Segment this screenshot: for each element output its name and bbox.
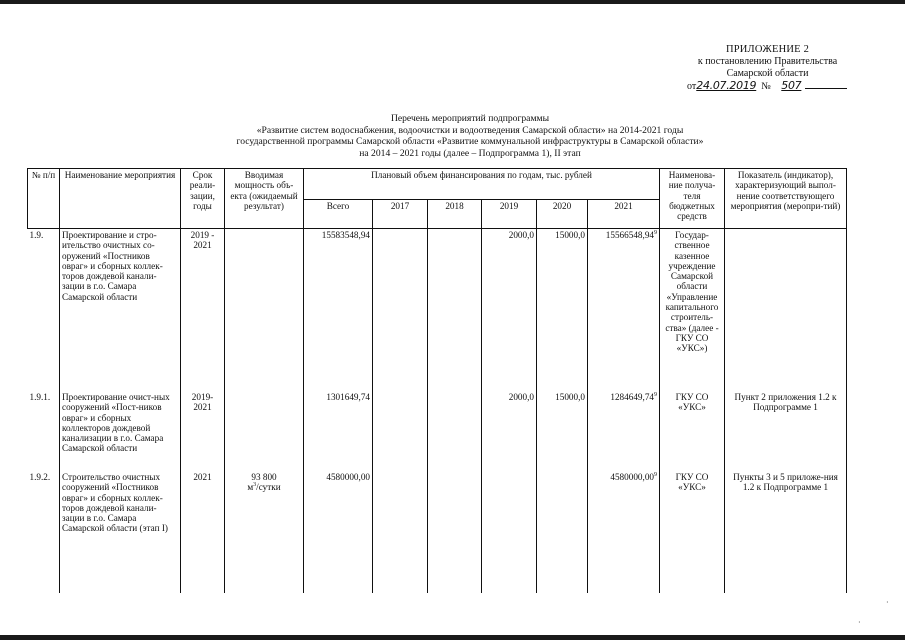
scan-speck: · <box>858 618 861 627</box>
row-recipient: Государ-ственное казенное учреждение Самарской области «Управление капитального строитель-ства» (далее - ГКУ СО «УКС») <box>660 229 725 392</box>
title-line-4: на 2014 – 2021 годы (далее – Подпрограмма 1), II этап <box>359 147 581 159</box>
order-date: 24.07.2019 <box>696 79 757 92</box>
row-2021-footnote: 9 <box>654 229 657 236</box>
row-2021-value: 4580000,00 <box>610 472 654 482</box>
row-2018 <box>428 229 482 392</box>
header-2017: 2017 <box>373 200 428 229</box>
row-capacity <box>225 471 304 593</box>
header-term: Срок реали-зации, годы <box>181 169 225 229</box>
row-2017 <box>373 229 428 392</box>
capacity-unit <box>227 482 301 492</box>
capacity-value: 93 800 <box>251 472 277 482</box>
number-underline <box>805 88 847 89</box>
row-2017 <box>373 391 428 471</box>
row-num: 1.9.1. <box>28 391 60 471</box>
measures-table <box>27 168 847 593</box>
row-2020: 15000,0 <box>537 391 588 471</box>
header-2018: 2018 <box>428 200 482 229</box>
header-indicator: Показатель (индикатор), характеризующий выпол-нение соответствующего мероприятия (меропри-тий) <box>725 169 847 229</box>
row-2021 <box>588 229 660 392</box>
table-row <box>28 471 847 593</box>
number-label: № <box>761 81 771 92</box>
header-row-1 <box>28 169 847 200</box>
header-2021: 2021 <box>588 200 660 229</box>
header-name: Наименование мероприятия <box>60 169 181 229</box>
row-2021-footnote: 9 <box>654 391 657 398</box>
scan-top-border <box>0 0 905 4</box>
header-num: № п/п <box>28 169 60 229</box>
header-financing: Плановый объем финансирования по годам, тыс. рублей <box>304 169 660 200</box>
scan-speck: · <box>886 598 889 607</box>
document-title <box>120 113 820 159</box>
capacity-unit-sup: 3 <box>253 482 257 489</box>
row-2021-value: 1284649,74 <box>610 392 654 402</box>
row-term: 2019-2021 <box>181 391 225 471</box>
appendix-line-2: Самарской области <box>726 68 809 79</box>
row-term: 2019 - 2021 <box>181 229 225 392</box>
row-term: 2021 <box>181 471 225 593</box>
capacity-unit-a: м <box>247 482 254 493</box>
header-2019: 2019 <box>482 200 537 229</box>
header-2020: 2020 <box>537 200 588 229</box>
capacity-unit-b: /сутки <box>256 482 281 493</box>
appendix-line-1: к постановлению Правительства <box>697 56 838 67</box>
row-name: Строительство очистных сооружений «Постников овраг» и сборных коллек-торов дождевой канали-зации в г.о. Самара Самарской области (этап I) <box>60 471 181 593</box>
order-number: 507 <box>781 79 802 92</box>
row-2021 <box>588 471 660 593</box>
row-2019: 2000,0 <box>482 229 537 392</box>
row-2019 <box>482 471 537 593</box>
row-2021-footnote: 9 <box>654 471 657 478</box>
row-total: 4580000,00 <box>304 471 373 593</box>
row-2020: 15000,0 <box>537 229 588 392</box>
row-2017 <box>373 471 428 593</box>
appendix-block <box>665 44 870 93</box>
row-total: 1301649,74 <box>304 391 373 471</box>
title-line-2: «Развитие систем водоснабжения, водоочистки и водоотведения Самарской области» на 2014-2021 годы <box>256 124 684 136</box>
row-2019: 2000,0 <box>482 391 537 471</box>
row-recipient: ГКУ СО «УКС» <box>660 391 725 471</box>
row-capacity <box>225 391 304 471</box>
row-2021 <box>588 391 660 471</box>
row-2020 <box>537 471 588 593</box>
row-recipient: ГКУ СО «УКС» <box>660 471 725 593</box>
from-label: от <box>687 81 697 92</box>
appendix-title: ПРИЛОЖЕНИЕ 2 <box>725 44 810 55</box>
row-2021-value: 15566548,94 <box>605 230 654 240</box>
header-total: Всего <box>304 200 373 229</box>
order-line <box>665 80 870 93</box>
header-recipient: Наименова-ние получа-теля бюджетных средств <box>660 169 725 229</box>
table-row <box>28 229 847 392</box>
row-num: 1.9.2. <box>28 471 60 593</box>
row-indicator <box>725 229 847 392</box>
row-name: Проектирование и стро-ительство очистных со-оружений «Постников овраг» и сборных коллек-торов дождевой канали-зации в г.о. Самара Самарской области <box>60 229 181 392</box>
header-capacity: Вводимая мощность объ-екта (ожидаемый результат) <box>225 169 304 229</box>
row-2018 <box>428 391 482 471</box>
title-line-3: государственной программы Самарской области «Развитие коммунальной инфраструктуры в Самарской области» <box>236 136 704 147</box>
row-total: 15583548,94 <box>304 229 373 392</box>
row-2018 <box>428 471 482 593</box>
row-name: Проектирование очист-ных сооружений «Пост-ников овраг» и сборных коллекторов дождевой канализации в г.о. Самара Самарской области <box>60 391 181 471</box>
row-indicator: Пункты 3 и 5 приложе-ния 1.2 к Подпрограмме 1 <box>725 471 847 593</box>
table-row <box>28 391 847 471</box>
row-indicator: Пункт 2 приложения 1.2 к Подпрограмме 1 <box>725 391 847 471</box>
row-num: 1.9. <box>28 229 60 392</box>
row-capacity <box>225 229 304 392</box>
scan-bottom-border <box>0 635 905 640</box>
title-line-1: Перечень мероприятий подпрограммы <box>390 113 550 124</box>
